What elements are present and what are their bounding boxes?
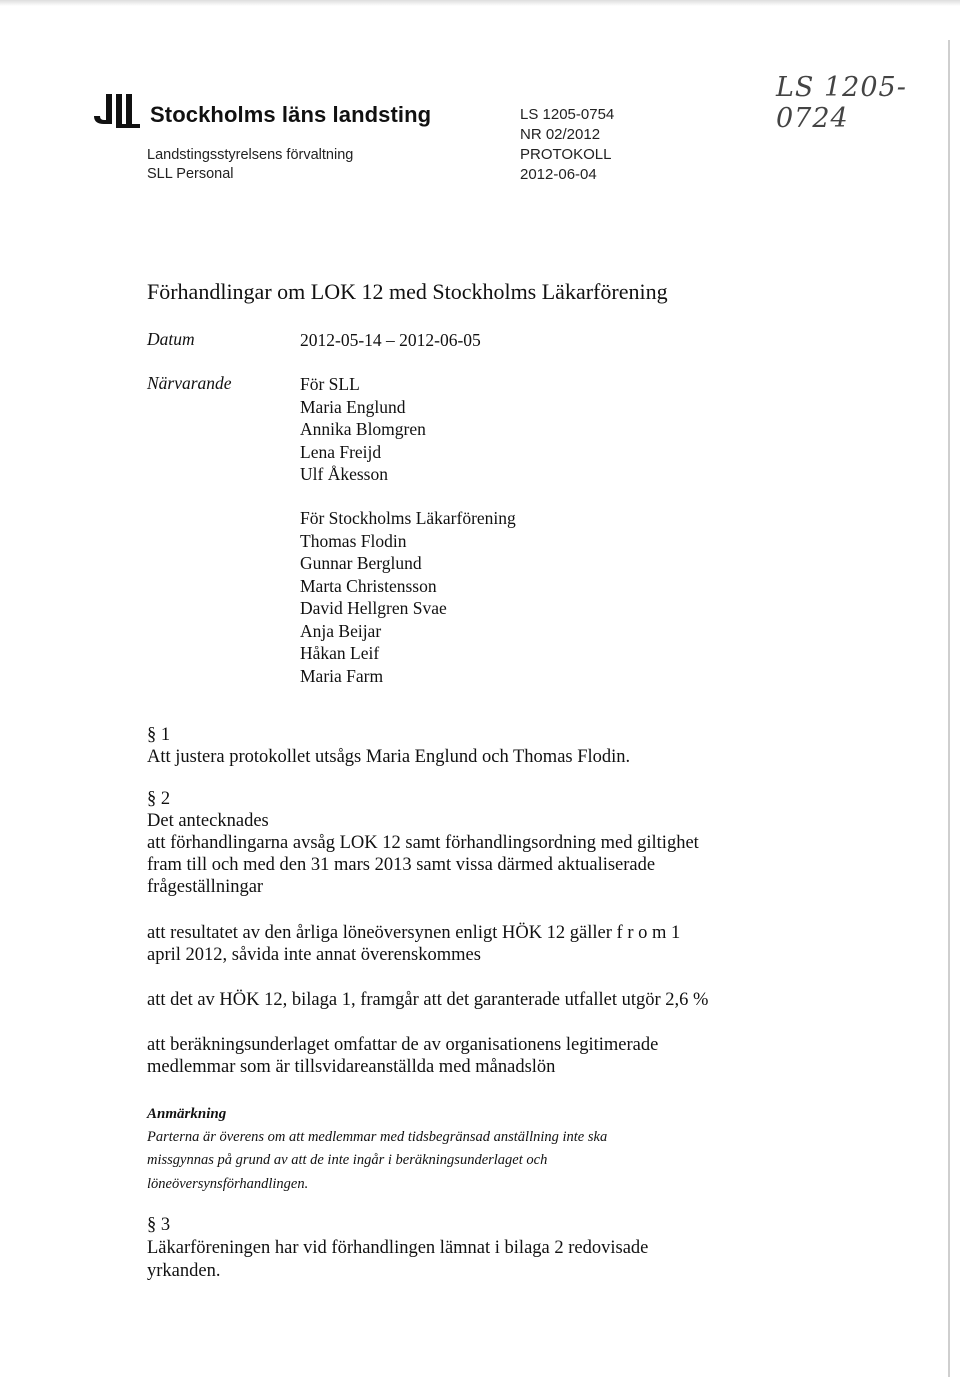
- note-line: missgynnas på grund av att de inte ingår i beräkningsunderlaget och: [147, 1152, 548, 1168]
- attendee: Maria Farm: [300, 665, 384, 686]
- sll-attendees: [300, 373, 426, 486]
- page-title: Förhandlingar om LOK 12 med Stockholms Läkarförening: [147, 279, 668, 304]
- attendee: Anja Beijar: [300, 620, 382, 641]
- attendee: Håkan Leif: [300, 643, 380, 663]
- section-2-line: att beräkningsunderlaget omfattar de av organisationens legitimerade: [147, 1035, 659, 1055]
- section-2-line: april 2012, såvida inte annat överenskommes: [147, 945, 481, 965]
- attendee: Maria Englund: [300, 396, 406, 417]
- section-1-text: Att justera protokollet utsågs Maria Englund och Thomas Flodin.: [147, 747, 631, 767]
- section-3-mark: § 3: [147, 1215, 171, 1235]
- section-1-mark: § 1: [147, 725, 171, 745]
- slf-attendees: [300, 507, 516, 687]
- scan-edge: [0, 0, 960, 6]
- section-2-line: att förhandlingarna avsåg LOK 12 samt förhandlingsordning med giltighet: [147, 833, 699, 853]
- sll-logo-icon: [92, 94, 142, 130]
- doc-type: PROTOKOLL: [520, 146, 612, 163]
- section-2-line: frågeställningar: [147, 877, 264, 897]
- dept-line-2: SLL Personal: [147, 166, 234, 182]
- dept-line-1: Landstingsstyrelsens förvaltning: [147, 147, 354, 163]
- section-2-line: medlemmar som är tillsvidareanställda med månadslön: [147, 1057, 556, 1077]
- note-line: löneöversynsförhandlingen.: [147, 1176, 309, 1192]
- section-2-intro: Det antecknades: [147, 811, 269, 831]
- attendee: Ulf Åkesson: [300, 464, 388, 484]
- section-2-line: fram till och med den 31 mars 2013 samt vissa därmed aktualiserade: [147, 855, 656, 875]
- section-3-line: Läkarföreningen har vid förhandlingen lämnat i bilaga 2 redovisade: [147, 1238, 649, 1258]
- handwritten-ref: LS 1205-0724: [776, 72, 907, 134]
- doc-date: 2012-06-04: [520, 166, 597, 183]
- doc-nr: NR 02/2012: [520, 126, 601, 143]
- attendee: Marta Christensson: [300, 575, 437, 596]
- note-line: Parterna är överens om att medlemmar med tidsbegränsad anställning inte ska: [147, 1129, 608, 1145]
- slf-heading: För Stockholms Läkarförening: [300, 508, 516, 528]
- narvarande-label: Närvarande: [147, 373, 232, 393]
- attendee: Thomas Flodin: [300, 530, 407, 551]
- datum-label: Datum: [147, 329, 195, 349]
- section-2-line: att resultatet av den årliga löneöversynen enligt HÖK 12 gäller f r o m 1: [147, 923, 681, 943]
- attendee: Annika Blomgren: [300, 419, 426, 439]
- section-2-mark: § 2: [147, 789, 171, 809]
- scan-margin-line: [948, 40, 950, 1377]
- attendee: David Hellgren Svae: [300, 598, 447, 618]
- attendee: Lena Freijd: [300, 441, 382, 462]
- datum-value: 2012-05-14 – 2012-06-05: [300, 330, 481, 350]
- attendee: Gunnar Berglund: [300, 553, 422, 573]
- sll-heading: För SLL: [300, 374, 360, 394]
- org-name: Stockholms läns landsting: [150, 102, 432, 127]
- doc-ref: LS 1205-0754: [520, 106, 615, 123]
- section-3-line: yrkanden.: [147, 1261, 221, 1281]
- section-2-line: att det av HÖK 12, bilaga 1, framgår att det garanterade utfallet utgör 2,6 %: [147, 990, 709, 1010]
- note-heading: Anmärkning: [147, 1106, 227, 1122]
